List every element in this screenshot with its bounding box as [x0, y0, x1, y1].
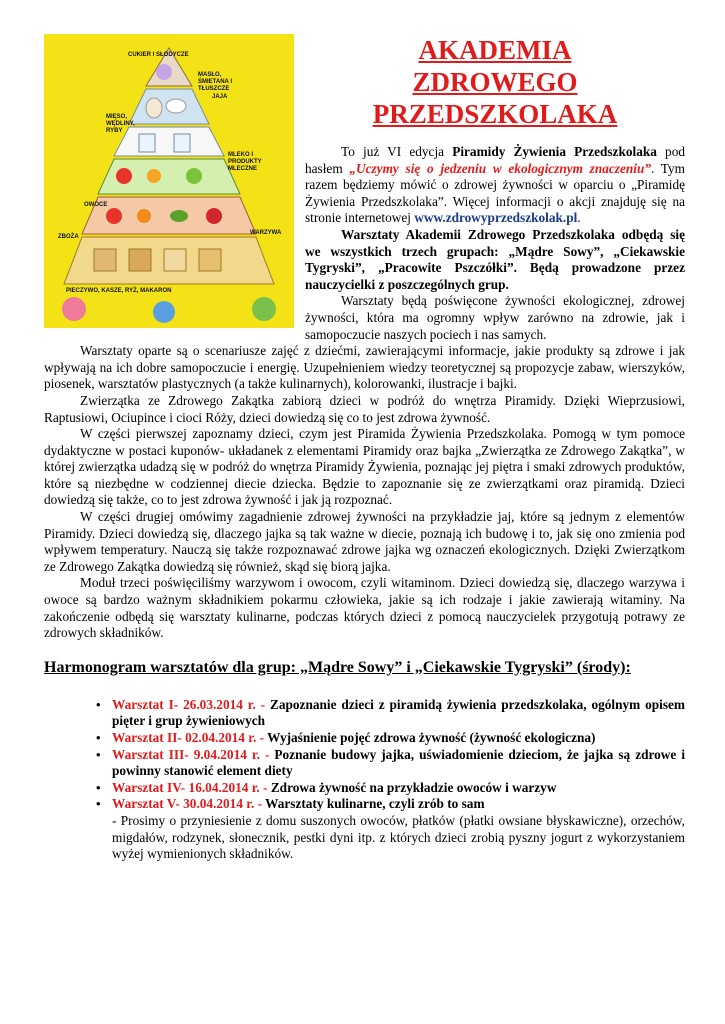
food-pyramid-image: [44, 34, 294, 328]
pyramid-label-meat: MIĘSO, WĘDLINY, RYBY: [106, 114, 135, 134]
pyramid-label-grains: ZBOŻA: [58, 234, 79, 240]
workshop-date: Warsztat I- 26.03.2014 r.: [112, 696, 256, 712]
pyramid-label-sweets: CUKIER I SŁODYCZE: [128, 52, 189, 58]
bullet-icon: •: [96, 696, 101, 712]
schedule-list: [44, 697, 685, 863]
title-line-1: AKADEMIA: [418, 35, 572, 65]
pyramid-label-vegetables: WARZYWA: [250, 230, 282, 236]
separator: -: [259, 746, 275, 762]
workshop-date: Warsztat V- 30.04.2014 r.: [112, 796, 255, 812]
workshop-date: Warsztat II- 02.04.2014 r.: [112, 730, 257, 745]
body-paragraph-1: Warsztaty oparte są o scenariusze zajęć z dziećmi, zawierającymi informacje, jakie produkty są zdrowe i jak wpływają na ich dobre samopoczucie i energię. Uzupełnieniem wiedzy teoretycznej są propozycje zabaw, wierszyków, piosenek, warsztatów plastycznych (a także kulinarnych), kolorowanki, ilustracje i bajki.: [44, 343, 685, 392]
text-span: .: [577, 210, 581, 226]
schedule-item: [96, 730, 685, 747]
website-link[interactable]: www.zdrowyprzedszkolak.pl: [414, 210, 578, 226]
separator: -: [256, 730, 268, 745]
pyramid-label-fats: MASŁO, ŚMIETANA I TŁUSZCZE: [198, 72, 232, 92]
text-span: pod hasłem: [305, 144, 685, 176]
bullet-icon: •: [96, 796, 101, 812]
title-line-2: ZDROWEGO: [412, 67, 578, 97]
workshop-topic: Zapoznanie dzieci z piramidą żywienia przedszkolaka, ogólnym opisem pięter i grup żywieniowych: [112, 696, 685, 729]
separator: -: [254, 796, 266, 812]
schedule-item: [96, 779, 685, 797]
schedule-item: [96, 746, 686, 780]
pyramid-label-eggs: JAJA: [212, 94, 228, 100]
workshop-date: Warsztat IV- 16.04.2014 r.: [112, 779, 260, 795]
schedule-item: [96, 796, 685, 862]
bullet-icon: •: [96, 746, 101, 762]
workshop-note: - Prosimy o przyniesienie z domu suszonych owoców, płatków (płatki owsiane błyskawiczne), orzechów, migdałów, rodzynek, słonecznik, pestki dyni itp. z których dzieci zrobią pyszny jogurt z wykorzystaniem wyżej wymienionych składników.: [112, 812, 685, 862]
body-paragraph-3: W części pierwszej zapoznamy dzieci, czym jest Piramida Żywienia Przedszkolaka. Pomogą w tym pomoce dydaktyczne w postaci kuponów- układanek z elementami Piramidy oraz bajka „Zwierzątka ze Zdrowego Zakątka”, w której zwierzątka udadzą się w podróż do wnętrza Piramidy Żywienia, poznając jej piętra i smaki zdrowych produktów, które są niezbędne w codziennej diecie dziecka. Będzie to zapoznanie się ze zwierzątkami oraz piramidą. Dzieci dowiedzą się także, co to jest zdrowa żywność i jak ją rozpoznać.: [44, 426, 685, 508]
body-paragraph-4: W części drugiej omówimy zagadnienie zdrowej żywności na przykładzie jaj, które są jednym z elementów Piramidy. Dzieci dowiedzą się, dlaczego jajka są tak ważne w diecie, poznają ich budowę i to, jak się ono zmienia pod wpływem temperatury. Nauczą się także rozpoznawać zdrowe jajka wg oznaczeń ekologicznych. Dzięki Zwierzątkom ze Zdrowego Zakątka dowiedzą się również, skąd się biorą jajka.: [44, 509, 685, 574]
program-slogan: „Uczymy się o jedzeniu w ekologicznym znaczeniu”: [349, 160, 652, 176]
text-span: . Tym razem będziemy mówić o zdrowej żywności w oparciu o „Piramidę Żywienia Przedszkolaka”. Więcej informacji o akcji znajduję się na stronie internetowej: [305, 160, 685, 226]
workshop-topic: Poznanie budowy jajka, uświadomienie dzieciom, że jajka są zdrowe i powinny stanowić element diety: [112, 746, 686, 779]
workshop-topic: Warsztaty kulinarne, czyli zrób to sam: [265, 796, 485, 812]
intro-paragraph-3: Warsztaty będą poświęcone żywności ekologicznej, zdrowej żywności, która ma ogromny wpływ zarówno na zdrowie, jak i samopoczucie naszych pociech i nas samych.: [305, 293, 685, 342]
separator: -: [259, 779, 271, 795]
schedule-heading: Harmonogram warsztatów dla grup: „Mądre Sowy” i „Ciekawskie Tygryski” (środy):: [44, 658, 631, 676]
workshop-topic: Zdrowa żywność na przykładzie owoców i warzyw: [270, 779, 557, 795]
body-paragraph-2: Zwierzątka ze Zdrowego Zakątka zabiorą dzieci w podróż do wnętrza Piramidy. Dzięki Wieprzusiowi, Raptusiowi, Ociupince i cioci Róży, dzieci dowiedzą się co to jest zdrowa żywność.: [44, 392, 685, 425]
title-line-3: PRZEDSZKOLAKA: [372, 99, 618, 129]
food-pyramid-illustration: [44, 34, 294, 328]
pyramid-label-bread: PIECZYWO, KASZE, RYŻ, MAKARON: [66, 288, 172, 294]
workshop-topic: Wyjaśnienie pojęć zdrowa żywność (żywność ekologiczna): [267, 730, 596, 745]
text-span: To już VI edycja: [341, 144, 453, 159]
workshop-date: Warsztat III- 9.04.2014 r.: [112, 746, 260, 762]
separator: -: [255, 696, 270, 712]
intro-paragraph-2: Warsztaty Akademii Zdrowego Przedszkolaka odbędą się we wszystkich trzech grupach: „Mądre Sowy”, „Ciekawskie Tygryski”, „Pracowite Pszczółki”. Będą prowadzone przez nauczycielki z poszczególnych grup.: [305, 226, 685, 292]
document-page: [44, 34, 685, 863]
body-paragraph-5: Moduł trzeci poświęciliśmy warzywom i owocom, czyli witaminom. Dzieci dowiedzą się, dlaczego warzywa i owoce są bardzo ważnym składnikiem pokarmu człowieka, jakie są ich rodzaje i jakie zawierają witaminy. Na zakończenie odbędą się warsztaty kulinarne, podczas których dzieci z pomocą nauczycielek przygotują potrawy ze zdrowych składników.: [44, 575, 685, 641]
bullet-icon: •: [96, 779, 101, 795]
schedule-item: [96, 696, 685, 730]
bullet-icon: •: [96, 730, 101, 745]
program-name: Piramidy Żywienia Przedszkolaka: [452, 144, 657, 159]
pyramid-label-fruit: OWOCE: [84, 202, 108, 208]
pyramid-label-dairy: MLEKO I PRODUKTY MLECZNE: [228, 152, 262, 172]
